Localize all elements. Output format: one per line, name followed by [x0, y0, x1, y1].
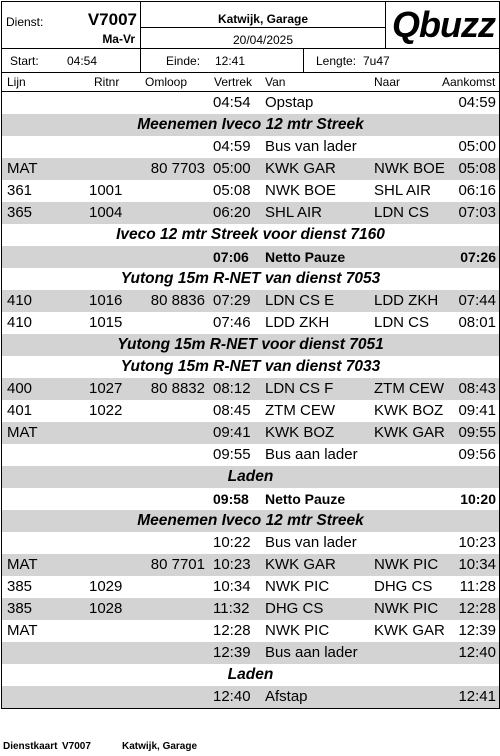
- cell-naar: LDD ZKH: [374, 292, 439, 309]
- footer-location: Katwijk, Garage: [122, 741, 198, 752]
- cell-van: LDN CS E: [265, 292, 335, 309]
- cell-aankomst: 05:00: [458, 138, 496, 155]
- cell-aankomst: 08:43: [458, 380, 496, 397]
- cell-naar: SHL AIR: [374, 182, 431, 199]
- trip-row: [2, 598, 499, 620]
- cell-vertrek: 05:08: [213, 182, 251, 199]
- cell-van: DHG CS: [265, 600, 324, 617]
- cell-van: Bus van lader: [265, 534, 357, 551]
- cell-van: NWK PIC: [265, 578, 330, 595]
- pause-row: [2, 246, 499, 268]
- cell-van: Bus aan lader: [265, 644, 358, 661]
- cell-aankomst: 12:41: [458, 688, 496, 705]
- cell-ritnr: 1027: [89, 380, 123, 397]
- cell-lijn: 410: [7, 314, 33, 331]
- cell-ritnr: 1004: [89, 204, 123, 221]
- cell-ritnr: 1016: [89, 292, 123, 309]
- cell-omloop: 80 7701: [150, 556, 205, 573]
- cell-ritnr: 1015: [89, 314, 123, 331]
- cell-naar: LDN CS: [374, 314, 430, 331]
- cell-van: NWK BOE: [265, 182, 336, 199]
- cell-van: LDD ZKH: [265, 314, 330, 331]
- cell-van: LDN CS F: [265, 380, 334, 397]
- cell-vertrek: 12:28: [213, 622, 251, 639]
- cell-naar: LDN CS: [374, 204, 430, 221]
- cell-aankomst: 10:34: [458, 556, 496, 573]
- trip-row: [2, 642, 499, 664]
- cell-omloop: 80 7703: [150, 160, 205, 177]
- pause-row: [2, 488, 499, 510]
- col-vertrek: Vertrek: [214, 75, 253, 89]
- section-banner: Meenemen Iveco 12 mtr Streek: [2, 510, 499, 532]
- cell-naar: KWK GAR: [374, 622, 445, 639]
- cell-aankomst: 09:55: [458, 424, 496, 441]
- column-headers: [2, 73, 499, 92]
- trip-row: [2, 136, 499, 158]
- cell-vertrek: 09:55: [213, 446, 251, 463]
- cell-van: ZTM CEW: [265, 402, 335, 419]
- cell-vertrek: 11:32: [213, 600, 250, 617]
- start-cell: [2, 49, 141, 72]
- cell-naar: NWK PIC: [374, 600, 439, 617]
- cell-van: Opstap: [265, 94, 314, 111]
- col-omloop: Omloop: [145, 75, 188, 89]
- cell-van: NWK PIC: [265, 622, 330, 639]
- einde-label: Einde:: [166, 54, 201, 68]
- footer-label: Dienstkaart: [3, 741, 58, 752]
- col-aankomst: Aankomst: [442, 75, 496, 89]
- dienstkaart-sheet: [1, 1, 500, 709]
- cell-van: KWK GAR: [265, 160, 336, 177]
- cell-lijn: 400: [7, 380, 33, 397]
- cell-vertrek: 07:46: [213, 314, 251, 331]
- cell-van: Bus aan lader: [265, 446, 358, 463]
- trip-row: [2, 378, 499, 400]
- cell-aankomst: 04:59: [458, 94, 496, 111]
- header-divider: [141, 27, 385, 28]
- cell-aankomst: 12:40: [458, 644, 496, 661]
- header-dienst-block: [2, 2, 141, 48]
- trip-row: [2, 554, 499, 576]
- col-ritnr: Ritnr: [94, 75, 120, 89]
- cell-pause-label: Netto Pauze: [265, 491, 346, 507]
- cell-van: KWK GAR: [265, 556, 336, 573]
- cell-lijn: MAT: [7, 556, 38, 573]
- cell-lijn: 365: [7, 204, 33, 221]
- section-banner: Laden: [227, 666, 274, 683]
- section-banner: Yutong 15m R-NET van dienst 7033: [120, 358, 381, 375]
- dienst-number: V7007: [87, 10, 137, 29]
- cell-van: Bus van lader: [265, 138, 357, 155]
- trip-row: [2, 620, 499, 642]
- trip-row: [2, 576, 499, 598]
- cell-vertrek: 08:45: [213, 402, 251, 419]
- cell-lijn: 361: [7, 182, 33, 199]
- cell-vertrek: 10:34: [213, 578, 251, 595]
- cell-vertrek: 04:59: [213, 138, 251, 155]
- cell-vertrek: 08:12: [213, 380, 251, 397]
- trip-row: [2, 92, 499, 114]
- lengte-cell: [304, 49, 499, 72]
- cell-lijn: 385: [7, 578, 33, 595]
- cell-naar: ZTM CEW: [374, 380, 444, 397]
- trip-row: [2, 290, 499, 312]
- cell-aankomst: 12:39: [458, 622, 496, 639]
- section-banner: Iveco 12 mtr Streek voor dienst 7160: [116, 226, 385, 243]
- cell-lijn: MAT: [7, 622, 38, 639]
- cell-van: Afstap: [265, 688, 308, 705]
- cell-ritnr: 1028: [89, 600, 123, 617]
- lengte-label: Lengte:: [316, 54, 357, 68]
- trip-row: [2, 532, 499, 554]
- cell-vertrek: 10:22: [213, 534, 251, 551]
- dienst-days: Ma-Vr: [102, 32, 135, 46]
- cell-aankomst: 06:16: [458, 182, 496, 199]
- cell-vertrek: 10:23: [213, 556, 251, 573]
- start-label: Start:: [10, 54, 39, 68]
- cell-lijn: 385: [7, 600, 33, 617]
- cell-lijn: MAT: [7, 424, 38, 441]
- cell-lijn: 410: [7, 292, 33, 309]
- cell-naar: KWK GAR: [374, 424, 445, 441]
- cell-omloop: 80 8832: [150, 380, 205, 397]
- cell-vertrek: 04:54: [213, 94, 251, 111]
- cell-aankomst: 07:44: [458, 292, 496, 309]
- cell-ritnr: 1022: [89, 402, 123, 419]
- cell-aankomst: 10:20: [460, 491, 496, 507]
- cell-aankomst: 07:26: [460, 249, 496, 265]
- cell-naar: NWK PIC: [374, 556, 439, 573]
- cell-van: KWK BOZ: [265, 424, 335, 441]
- col-van: Van: [265, 75, 286, 89]
- cell-aankomst: 09:41: [458, 402, 496, 419]
- cell-vertrek: 12:39: [213, 644, 251, 661]
- cell-aankomst: 08:01: [458, 314, 496, 331]
- cell-ritnr: 1029: [89, 578, 123, 595]
- trip-row: [2, 686, 499, 708]
- cell-vertrek: 07:29: [213, 292, 251, 309]
- lengte-value: 7u47: [363, 54, 390, 68]
- cell-aankomst: 09:56: [458, 446, 496, 463]
- cell-pause-label: Netto Pauze: [265, 249, 346, 265]
- section-banner: Meenemen Iveco 12 mtr Streek: [2, 114, 499, 136]
- cell-naar: NWK BOE: [374, 160, 445, 177]
- trip-row: [2, 312, 499, 334]
- start-time: 04:54: [67, 54, 98, 68]
- cell-naar: KWK BOZ: [374, 402, 444, 419]
- cell-aankomst: 12:28: [458, 600, 496, 617]
- trip-row: [2, 400, 499, 422]
- qbuzz-logo: Qbuzz: [392, 4, 495, 45]
- cell-vertrek: 07:06: [213, 249, 249, 265]
- dienst-label: Dienst:: [6, 15, 44, 29]
- cell-lijn: 401: [7, 402, 33, 419]
- cell-aankomst: 11:28: [459, 578, 496, 595]
- cell-aankomst: 05:08: [458, 160, 496, 177]
- header: [2, 2, 499, 49]
- cell-vertrek: 05:00: [213, 160, 251, 177]
- cell-aankomst: 10:23: [458, 534, 496, 551]
- section-banner: Yutong 15m R-NET van dienst 7053: [120, 270, 381, 287]
- section-banner: Laden: [2, 466, 499, 488]
- schedule-rows: [2, 92, 499, 708]
- footer-dienst: V7007: [62, 741, 91, 752]
- trip-row: [2, 158, 499, 180]
- einde-cell: [141, 49, 304, 72]
- location: Katwijk, Garage: [217, 12, 309, 26]
- header-logo-block: [386, 2, 499, 48]
- cell-ritnr: 1001: [89, 182, 123, 199]
- cell-omloop: 80 8836: [150, 292, 205, 309]
- cell-vertrek: 12:40: [213, 688, 251, 705]
- cell-vertrek: 06:20: [213, 204, 251, 221]
- cell-aankomst: 07:03: [458, 204, 496, 221]
- date: 20/04/2025: [232, 33, 294, 47]
- trip-row: [2, 444, 499, 466]
- cell-naar: DHG CS: [374, 578, 433, 595]
- cell-vertrek: 09:41: [213, 424, 251, 441]
- trip-row: [2, 202, 499, 224]
- meta-row: [2, 49, 499, 73]
- trip-row: [2, 422, 499, 444]
- col-lijn: Lijn: [7, 75, 26, 89]
- cell-van: SHL AIR: [265, 204, 322, 221]
- cell-vertrek: 09:58: [213, 491, 249, 507]
- cell-lijn: MAT: [7, 160, 38, 177]
- header-location-block: [141, 2, 386, 48]
- trip-row: [2, 180, 499, 202]
- einde-time: 12:41: [215, 54, 246, 68]
- section-banner: Yutong 15m R-NET voor dienst 7051: [2, 334, 499, 356]
- col-naar: Naar: [374, 75, 401, 89]
